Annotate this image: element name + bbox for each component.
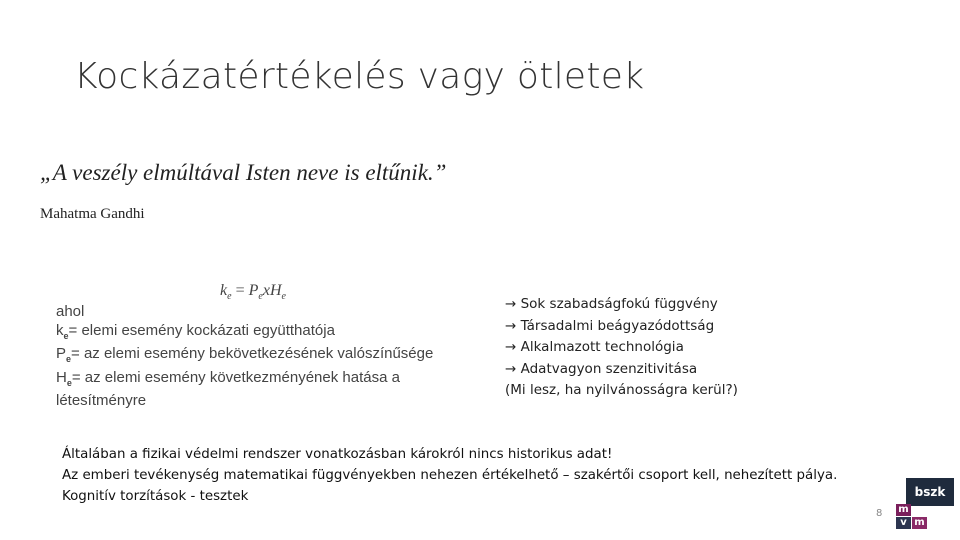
definition-p-letter: P	[56, 345, 67, 362]
formula-k: k	[220, 282, 228, 299]
risk-formula	[220, 282, 286, 302]
formula-p-sub: e	[258, 291, 263, 303]
arrow-point: → Társadalmi beágyazódottság	[505, 317, 715, 334]
definition-h-continued: létesítményre	[56, 392, 147, 409]
mvm-logo	[896, 504, 928, 530]
definition-h-sub: e	[66, 377, 72, 388]
note-line: Az emberi tevékenység matematikai függvényekben nehezen értékelhető – szakértői csoport kell, nehezített pálya.	[62, 468, 838, 483]
bszk-logo	[906, 478, 954, 506]
definition-h	[56, 369, 433, 393]
page-number: 8	[876, 508, 883, 519]
slide-title: Kockázatértékelés vagy ötletek	[74, 56, 645, 97]
mvm-logo-v: v	[896, 517, 911, 529]
formula-k-sub: e	[227, 291, 232, 303]
arrow-point: → Alkalmazott technológia	[505, 339, 684, 355]
mvm-logo-m-top: m	[896, 504, 911, 516]
gandhi-quote: „A veszély elmúltával Isten neve is eltűnik.”	[40, 160, 447, 185]
formula-x: x	[262, 282, 270, 299]
note-line: Általában a fizikai védelmi rendszer vonatkozásban károkról nincs historikus adat!	[62, 447, 613, 462]
formula-h: H	[269, 282, 282, 299]
formula-eq: =	[231, 282, 249, 299]
arrow-point-list	[505, 294, 738, 402]
bszk-logo-text: bszk	[914, 485, 946, 499]
mvm-logo-m-bottom: m	[912, 517, 927, 529]
definition-k-text: = elemi esemény kockázati együtthatója	[68, 321, 335, 339]
arrow-point: → Adatvagyon szenzitivitása	[505, 360, 698, 377]
definition-h-text: = az elemi esemény következményének hatása a	[71, 368, 400, 386]
definition-p-text: = az elemi esemény bekövetkezésének valószínűsége	[71, 345, 434, 362]
definition-p-sub: e	[66, 354, 72, 364]
definition-h-letter: H	[56, 368, 67, 386]
arrow-point-question: (Mi lesz, ha nyilvánosságra kerül?)	[505, 382, 738, 398]
note-line: Kognitív torzítások - tesztek	[62, 489, 249, 504]
definition-k-sub: e	[63, 330, 69, 341]
quote-author: Mahatma Gandhi	[40, 206, 145, 222]
definition-k-letter: k	[56, 321, 64, 339]
notes-block	[62, 444, 837, 507]
formula-p: P	[248, 282, 259, 299]
definition-k	[56, 322, 433, 346]
formula-h-sub: e	[281, 291, 286, 303]
definition-p	[56, 345, 433, 369]
definition-intro: ahol	[56, 303, 85, 320]
formula-definitions	[56, 303, 433, 411]
arrow-point: → Sok szabadságfokú függvény	[505, 296, 718, 312]
